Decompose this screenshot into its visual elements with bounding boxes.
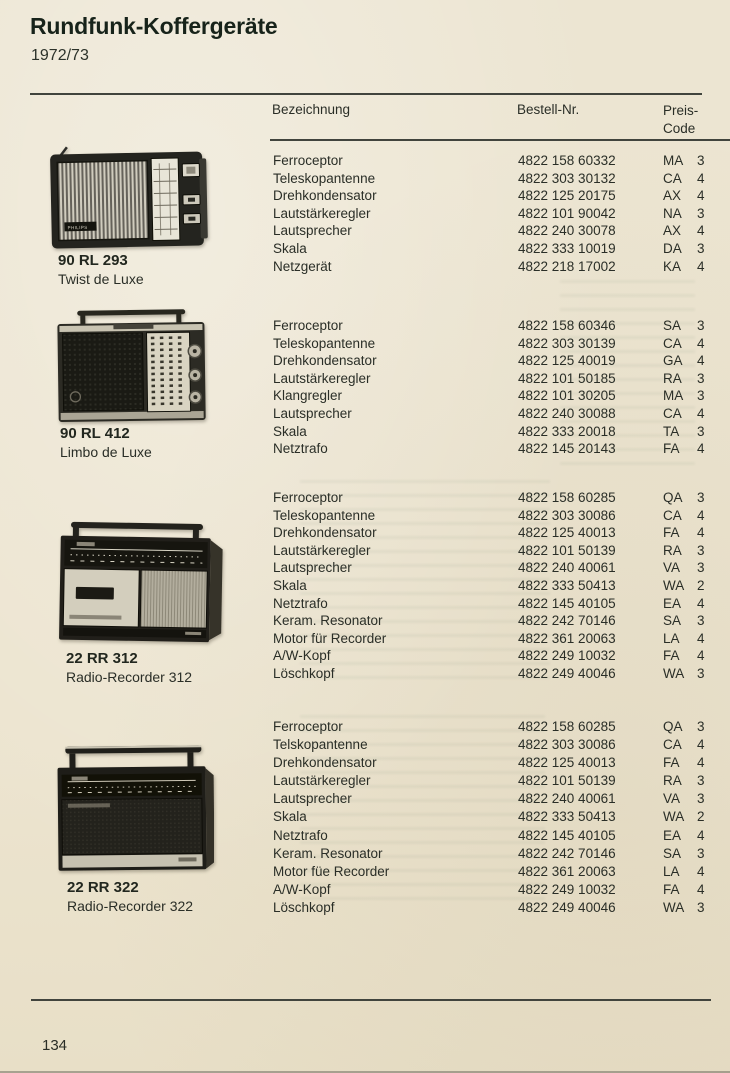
part-order-number: 4822 125 40019 <box>518 353 616 369</box>
part-price-code: VA <box>663 560 681 576</box>
part-order-number: 4822 303 30132 <box>518 170 616 186</box>
part-price-code: MA <box>663 388 684 404</box>
part-price-code: LA <box>663 863 680 879</box>
part-price-code: CA <box>663 737 682 753</box>
product-name: Radio-Recorder 322 <box>67 898 194 914</box>
part-price-code-number: 4 <box>697 335 705 351</box>
part-order-number: 4822 249 40046 <box>518 899 616 915</box>
divider-subheader <box>270 139 730 141</box>
part-row <box>273 560 723 578</box>
part-name: Motor füe Recorder <box>273 863 390 879</box>
part-row <box>273 543 723 561</box>
part-price-code: CA <box>663 170 682 186</box>
part-name: Skala <box>273 809 307 825</box>
part-name: Netzgerät <box>273 258 332 274</box>
part-price-code: FA <box>663 881 680 897</box>
part-price-code: WA <box>663 809 685 825</box>
part-name: Löschkopf <box>273 899 335 915</box>
part-price-code: WA <box>663 577 685 593</box>
part-price-code: RA <box>663 542 682 558</box>
part-name: Lautsprecher <box>273 791 352 807</box>
parts-table-22-rr-312 <box>273 490 723 684</box>
part-price-code-number: 4 <box>697 525 705 541</box>
part-order-number: 4822 361 20063 <box>518 630 616 646</box>
part-row <box>273 828 723 846</box>
part-price-code: CA <box>663 405 682 421</box>
part-price-code-number: 4 <box>697 630 705 646</box>
product-photo-90-rl-412 <box>54 308 210 432</box>
part-name: Keram. Resonator <box>273 613 383 629</box>
part-price-code: NA <box>663 205 682 221</box>
part-order-number: 4822 158 60285 <box>518 719 616 734</box>
part-row <box>273 388 723 406</box>
part-name: Lautsprecher <box>273 223 352 239</box>
part-row <box>273 525 723 543</box>
part-name: Netztrafo <box>273 827 328 843</box>
part-name: Motor für Recorder <box>273 630 387 646</box>
part-price-code-number: 4 <box>697 507 705 523</box>
part-name: Teleskopantenne <box>273 170 376 186</box>
part-price-code: EA <box>663 827 682 843</box>
product-label-22-rr-312 <box>66 650 192 686</box>
part-price-code: LA <box>663 630 680 646</box>
part-row <box>273 406 723 424</box>
part-order-number: 4822 101 90042 <box>518 205 616 221</box>
part-price-code-number: 4 <box>697 258 705 274</box>
part-price-code: WA <box>663 899 685 915</box>
part-row <box>273 864 723 882</box>
part-price-code: MA <box>663 153 684 168</box>
part-row <box>273 882 723 900</box>
part-row <box>273 424 723 442</box>
part-row <box>273 259 723 277</box>
part-order-number: 4822 145 40105 <box>518 827 616 843</box>
part-row <box>273 188 723 206</box>
part-name: Telskopantenne <box>273 737 368 753</box>
product-model: 90 RL 293 <box>58 252 128 269</box>
divider-bottom <box>31 999 711 1001</box>
part-price-code-number: 3 <box>697 719 705 734</box>
part-row <box>273 791 723 809</box>
product-model: 90 RL 412 <box>60 425 130 442</box>
part-name: Drehkondensator <box>273 353 377 369</box>
part-row <box>273 737 723 755</box>
product-photo-22-rr-322 <box>54 743 214 888</box>
part-row <box>273 441 723 459</box>
part-order-number: 4822 303 30086 <box>518 737 616 753</box>
part-price-code: SA <box>663 318 682 333</box>
part-row <box>273 773 723 791</box>
part-row <box>273 171 723 189</box>
product-photo-22-rr-312 <box>56 520 224 653</box>
part-price-code: KA <box>663 258 682 274</box>
part-row <box>273 596 723 614</box>
part-name: A/W-Kopf <box>273 648 331 664</box>
part-name: Klangregler <box>273 388 343 404</box>
part-price-code-number: 4 <box>697 405 705 421</box>
part-order-number: 4822 218 17002 <box>518 258 616 274</box>
part-name: Ferroceptor <box>273 490 343 505</box>
part-order-number: 4822 125 40013 <box>518 525 616 541</box>
product-label-90-rl-293 <box>58 252 144 288</box>
part-price-code: RA <box>663 773 682 789</box>
part-name: Drehkondensator <box>273 525 377 541</box>
part-name: Löschkopf <box>273 665 335 681</box>
part-order-number: 4822 242 70146 <box>518 845 616 861</box>
part-row <box>273 578 723 596</box>
part-price-code-number: 4 <box>697 441 705 457</box>
part-order-number: 4822 361 20063 <box>518 863 616 879</box>
part-row <box>273 631 723 649</box>
column-header-preis-code <box>663 102 698 137</box>
part-row <box>273 846 723 864</box>
part-order-number: 4822 101 50139 <box>518 542 616 558</box>
part-order-number: 4822 101 30205 <box>518 388 616 404</box>
part-name: Lautstärkeregler <box>273 773 371 789</box>
part-price-code: GA <box>663 353 683 369</box>
part-price-code: AX <box>663 223 682 239</box>
product-photo-90-rl-293 <box>48 144 210 261</box>
part-order-number: 4822 158 60285 <box>518 490 616 505</box>
part-order-number: 4822 125 20175 <box>518 188 616 204</box>
part-price-code-number: 4 <box>697 863 705 879</box>
part-name: Lautstärkeregler <box>273 205 371 221</box>
part-order-number: 4822 242 70146 <box>518 613 616 629</box>
divider-top <box>30 93 702 95</box>
part-price-code-number: 2 <box>697 809 705 825</box>
part-row <box>273 719 723 737</box>
part-order-number: 4822 101 50139 <box>518 773 616 789</box>
part-price-code-number: 3 <box>697 490 705 505</box>
part-price-code-number: 3 <box>697 153 705 168</box>
column-header-preis-line1: Preis- <box>663 103 699 118</box>
part-order-number: 4822 333 50413 <box>518 809 616 825</box>
part-price-code: RA <box>663 370 682 386</box>
part-order-number: 4822 125 40013 <box>518 755 616 771</box>
part-order-number: 4822 249 40046 <box>518 665 616 681</box>
part-name: Teleskopantenne <box>273 507 376 523</box>
parts-table-90-rl-412 <box>273 318 723 459</box>
part-price-code-number: 4 <box>697 737 705 753</box>
part-price-code-number: 3 <box>697 845 705 861</box>
part-price-code-number: 4 <box>697 881 705 897</box>
part-price-code-number: 3 <box>697 423 705 439</box>
part-price-code: FA <box>663 755 680 771</box>
part-order-number: 4822 158 60346 <box>518 318 616 333</box>
brand-label: PHILIPS <box>67 224 88 231</box>
part-price-code-number: 3 <box>697 318 705 333</box>
parts-table-90-rl-293 <box>273 153 723 276</box>
part-name: A/W-Kopf <box>273 881 331 897</box>
part-price-code: FA <box>663 525 680 541</box>
part-row <box>273 153 723 171</box>
part-order-number: 4822 303 30086 <box>518 507 616 523</box>
part-name: Lautsprecher <box>273 405 352 421</box>
part-price-code-number: 3 <box>697 665 705 681</box>
part-order-number: 4822 249 10032 <box>518 881 616 897</box>
column-header-bestell-nr: Bestell-Nr. <box>517 102 580 117</box>
part-order-number: 4822 333 20018 <box>518 423 616 439</box>
part-price-code: FA <box>663 648 680 664</box>
part-row <box>273 809 723 827</box>
part-name: Netztrafo <box>273 595 328 611</box>
part-price-code: FA <box>663 441 680 457</box>
parts-table-22-rr-322 <box>273 719 723 918</box>
part-name: Lautstärkeregler <box>273 542 371 558</box>
part-price-code-number: 3 <box>697 240 705 256</box>
part-order-number: 4822 240 40061 <box>518 560 616 576</box>
part-price-code-number: 4 <box>697 648 705 664</box>
part-price-code: AX <box>663 188 682 204</box>
part-price-code: VA <box>663 791 681 807</box>
part-price-code-number: 4 <box>697 188 705 204</box>
part-name: Ferroceptor <box>273 719 343 734</box>
column-header-bezeichnung: Bezeichnung <box>272 102 351 117</box>
part-price-code-number: 3 <box>697 370 705 386</box>
part-name: Skala <box>273 423 307 439</box>
part-price-code-number: 3 <box>697 205 705 221</box>
part-order-number: 4822 145 40105 <box>518 595 616 611</box>
part-order-number: 4822 249 10032 <box>518 648 616 664</box>
part-order-number: 4822 303 30139 <box>518 335 616 351</box>
product-name: Radio-Recorder 312 <box>66 669 193 685</box>
part-row <box>273 206 723 224</box>
part-price-code-number: 4 <box>697 353 705 369</box>
product-name: Limbo de Luxe <box>60 444 152 460</box>
product-label-22-rr-322 <box>67 879 193 915</box>
part-price-code: CA <box>663 335 682 351</box>
part-price-code-number: 4 <box>697 223 705 239</box>
part-row <box>273 490 723 508</box>
part-price-code: SA <box>663 613 682 629</box>
part-price-code: QA <box>663 719 683 734</box>
part-order-number: 4822 333 10019 <box>518 240 616 256</box>
part-row <box>273 371 723 389</box>
part-price-code-number: 4 <box>697 170 705 186</box>
part-price-code-number: 4 <box>697 755 705 771</box>
part-order-number: 4822 101 50185 <box>518 370 616 386</box>
part-price-code-number: 3 <box>697 613 705 629</box>
part-row <box>273 336 723 354</box>
part-order-number: 4822 240 40061 <box>518 791 616 807</box>
part-price-code-number: 2 <box>697 577 705 593</box>
part-row <box>273 241 723 259</box>
part-order-number: 4822 240 30088 <box>518 405 616 421</box>
part-name: Lautsprecher <box>273 560 352 576</box>
part-name: Drehkondensator <box>273 188 377 204</box>
part-price-code-number: 3 <box>697 388 705 404</box>
part-row <box>273 755 723 773</box>
part-row <box>273 900 723 918</box>
part-name: Netztrafo <box>273 441 328 457</box>
part-price-code-number: 4 <box>697 595 705 611</box>
part-price-code-number: 4 <box>697 827 705 843</box>
part-name: Ferroceptor <box>273 318 343 333</box>
part-name: Teleskopantenne <box>273 335 376 351</box>
part-name: Lautstärkeregler <box>273 370 371 386</box>
part-price-code: CA <box>663 507 682 523</box>
part-price-code-number: 3 <box>697 542 705 558</box>
page-title: Rundfunk-Koffergeräte <box>30 13 278 39</box>
product-model: 22 RR 322 <box>67 879 139 896</box>
part-price-code-number: 3 <box>697 791 705 807</box>
part-name: Drehkondensator <box>273 755 377 771</box>
part-order-number: 4822 158 60332 <box>518 153 616 168</box>
part-row <box>273 666 723 684</box>
part-row <box>273 508 723 526</box>
part-price-code-number: 3 <box>697 773 705 789</box>
part-price-code: SA <box>663 845 682 861</box>
column-header-preis-line2: Code <box>663 120 696 136</box>
part-row <box>273 648 723 666</box>
part-order-number: 4822 333 50413 <box>518 577 616 593</box>
part-name: Skala <box>273 240 307 256</box>
part-name: Skala <box>273 577 307 593</box>
page-number: 134 <box>42 1037 68 1054</box>
product-label-90-rl-412 <box>60 425 152 461</box>
part-name: Keram. Resonator <box>273 845 383 861</box>
part-price-code-number: 3 <box>697 899 705 915</box>
product-model: 22 RR 312 <box>66 650 138 667</box>
part-name: Ferroceptor <box>273 153 343 168</box>
part-row <box>273 353 723 371</box>
part-order-number: 4822 240 30078 <box>518 223 616 239</box>
part-row <box>273 223 723 241</box>
part-price-code: TA <box>663 423 680 439</box>
part-price-code: WA <box>663 665 685 681</box>
part-order-number: 4822 145 20143 <box>518 441 616 457</box>
page-subtitle: 1972/73 <box>31 47 89 64</box>
part-row <box>273 613 723 631</box>
product-name: Twist de Luxe <box>58 271 144 287</box>
part-row <box>273 318 723 336</box>
part-price-code: QA <box>663 490 683 505</box>
part-price-code: EA <box>663 595 682 611</box>
part-price-code: DA <box>663 240 682 256</box>
part-price-code-number: 3 <box>697 560 705 576</box>
